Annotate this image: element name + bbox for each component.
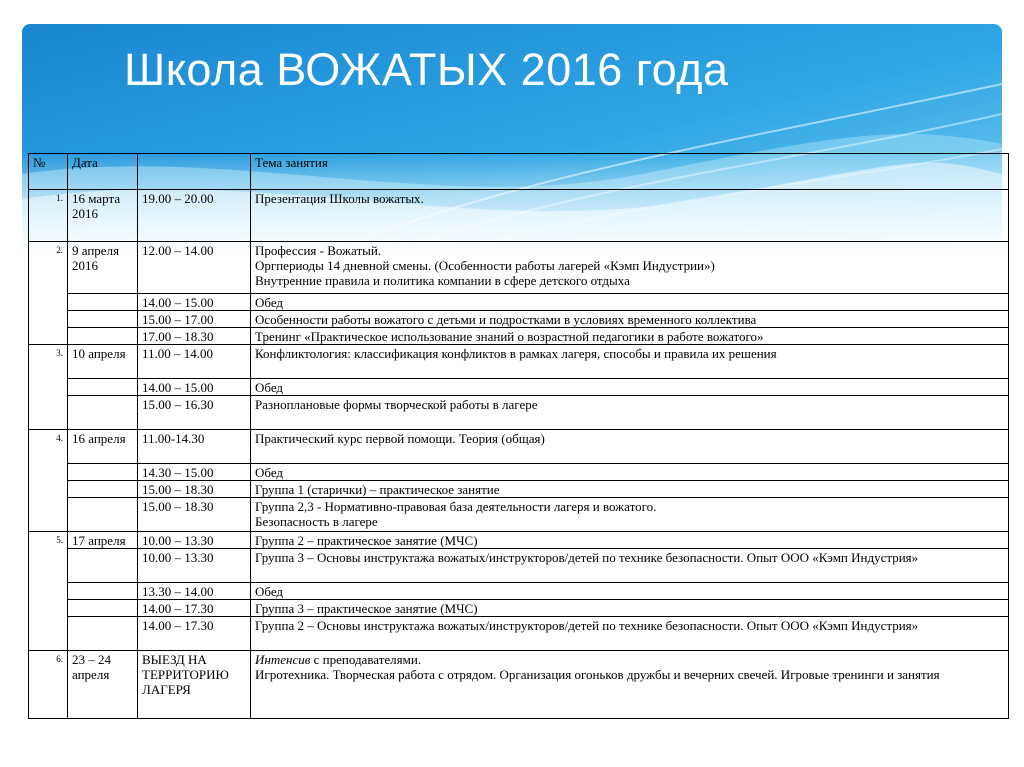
schedule-table [28, 153, 1009, 719]
topic-line: Практический курс первой помощи. Теория (общая) [255, 431, 545, 446]
table-header-row [29, 154, 1009, 190]
topic-line: Обед [255, 465, 284, 480]
topic-line: Группа 3 – практическое занятие (МЧС) [255, 601, 478, 616]
header-date: Дата [68, 154, 138, 190]
table-row [29, 651, 1009, 719]
topic-line [255, 652, 1004, 667]
topic-line: Группа 2 – Основы инструктажа вожатых/инструкторов/детей по технике безопасности. Опыт ООО «Кэмп Индустрия» [255, 618, 919, 633]
topic-line: Тренинг «Практическое использование знаний о возрастной педагогики в работе вожатого» [255, 329, 764, 344]
table-row [29, 498, 1009, 532]
row-time: 10.00 – 13.30 [138, 532, 251, 549]
schedule-body [29, 154, 1009, 719]
row-date: 10 апреля [68, 345, 138, 379]
row-date-empty [68, 379, 138, 396]
topic-line: Группа 2 – практическое занятие (МЧС) [255, 533, 478, 548]
row-number: 6. [29, 651, 68, 719]
table-row [29, 242, 1009, 294]
row-date-empty [68, 481, 138, 498]
row-time: 14.00 – 17.30 [138, 600, 251, 617]
row-date: 9 апреля 2016 [68, 242, 138, 294]
row-date: 23 – 24 апреля [68, 651, 138, 719]
row-time: 19.00 – 20.00 [138, 190, 251, 242]
topic-line: Группа 3 – Основы инструктажа вожатых/инструкторов/детей по технике безопасности. Опыт ООО «Кэмп Индустрия» [255, 550, 919, 565]
row-topic [251, 345, 1009, 379]
topic-line: Внутренние правила и политика компании в сфере детского отдыха [255, 273, 630, 288]
row-date: 16 марта 2016 [68, 190, 138, 242]
slide-title: Школа ВОЖАТЫХ 2016 года [124, 44, 729, 95]
topic-line: Обед [255, 584, 284, 599]
row-date-empty [68, 464, 138, 481]
table-row [29, 311, 1009, 328]
row-topic [251, 600, 1009, 617]
row-number: 4. [29, 430, 68, 532]
topic-line: Профессия - Вожатый. [255, 243, 382, 258]
topic-line: Разноплановые формы творческой работы в лагере [255, 397, 538, 412]
row-topic [251, 498, 1009, 532]
topic-line: Обед [255, 295, 284, 310]
row-topic [251, 583, 1009, 600]
row-number: 1. [29, 190, 68, 242]
row-topic [251, 328, 1009, 345]
row-time: 12.00 – 14.00 [138, 242, 251, 294]
row-time: 13.30 – 14.00 [138, 583, 251, 600]
row-date-empty [68, 498, 138, 532]
table-row [29, 190, 1009, 242]
table-row [29, 396, 1009, 430]
row-topic [251, 190, 1009, 242]
table-row [29, 600, 1009, 617]
header-time [138, 154, 251, 190]
topic-line: Группа 1 (старички) – практическое занятие [255, 482, 500, 497]
topic-line: Безопасность в лагере [255, 514, 378, 529]
row-topic [251, 294, 1009, 311]
row-time: 17.00 – 18.30 [138, 328, 251, 345]
row-date-empty [68, 549, 138, 583]
row-time: 15.00 – 18.30 [138, 481, 251, 498]
row-time: 14.00 – 15.00 [138, 294, 251, 311]
row-date-empty [68, 328, 138, 345]
row-number: 5. [29, 532, 68, 651]
table-row [29, 549, 1009, 583]
table-row [29, 345, 1009, 379]
topic-italic: Интенсив [255, 652, 311, 667]
topic-italic-rest: с преподавателями. [310, 652, 422, 667]
topic-line: Особенности работы вожатого с детьми и подростками в условиях временного коллектива [255, 312, 757, 327]
topic-line: Оргпериоды 14 дневной смены. (Особенности работы лагерей «Кэмп Индустрии») [255, 258, 715, 273]
row-time: 15.00 – 18.30 [138, 498, 251, 532]
row-topic [251, 532, 1009, 549]
table-row [29, 464, 1009, 481]
topic-line: Группа 2,3 - Нормативно-правовая база деятельности лагеря и вожатого. [255, 499, 657, 514]
table-row [29, 617, 1009, 651]
table-row [29, 379, 1009, 396]
row-topic [251, 651, 1009, 719]
row-time: 14.30 – 15.00 [138, 464, 251, 481]
row-topic [251, 549, 1009, 583]
row-time: 10.00 – 13.30 [138, 549, 251, 583]
header-num: № [29, 154, 68, 190]
header-topic: Тема занятия [251, 154, 1009, 190]
row-topic [251, 430, 1009, 464]
table-row [29, 583, 1009, 600]
row-date-empty [68, 294, 138, 311]
row-topic [251, 242, 1009, 294]
table-row [29, 294, 1009, 311]
row-date-empty [68, 311, 138, 328]
row-number: 3. [29, 345, 68, 430]
table-row [29, 532, 1009, 549]
topic-line: Обед [255, 380, 284, 395]
row-time: 15.00 – 16.30 [138, 396, 251, 430]
row-date: 16 апреля [68, 430, 138, 464]
topic-line: Игротехника. Творческая работа с отрядом. Организация огоньков дружбы и вечерних свечей. Игровые тренинги и занятия [255, 667, 940, 682]
row-topic [251, 379, 1009, 396]
row-topic [251, 311, 1009, 328]
row-topic [251, 481, 1009, 498]
row-time: 11.00-14.30 [138, 430, 251, 464]
row-number: 2. [29, 242, 68, 345]
row-date-empty [68, 600, 138, 617]
table-row [29, 481, 1009, 498]
row-date-empty [68, 396, 138, 430]
row-date-empty [68, 583, 138, 600]
row-time: 15.00 – 17.00 [138, 311, 251, 328]
topic-line: Конфликтология: классификация конфликтов в рамках лагеря, способы и правила их решения [255, 346, 777, 361]
table-row [29, 430, 1009, 464]
table-row [29, 328, 1009, 345]
row-topic [251, 464, 1009, 481]
row-time: 11.00 – 14.00 [138, 345, 251, 379]
row-time: 14.00 – 17.30 [138, 617, 251, 651]
row-time: 14.00 – 15.00 [138, 379, 251, 396]
row-date: 17 апреля [68, 532, 138, 549]
row-topic [251, 396, 1009, 430]
row-time: ВЫЕЗД НА ТЕРРИТОРИЮ ЛАГЕРЯ [138, 651, 251, 719]
row-date-empty [68, 617, 138, 651]
row-topic [251, 617, 1009, 651]
topic-line: Презентация Школы вожатых. [255, 191, 424, 206]
